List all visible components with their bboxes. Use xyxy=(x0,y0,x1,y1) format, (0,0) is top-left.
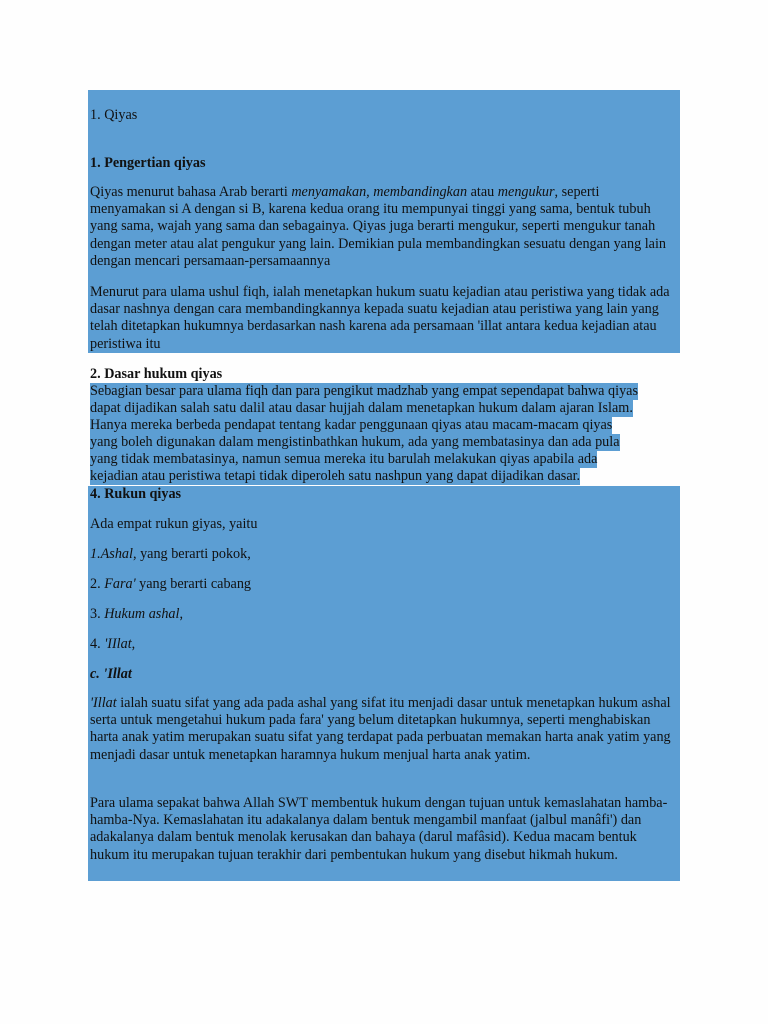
doc-title: 1. Qiyas xyxy=(90,107,138,123)
rukun-intro: Ada empat rukun giyas, yaitu xyxy=(90,516,258,532)
heading-rukun-qiyas: 4. Rukun qiyas xyxy=(90,486,182,502)
paragraph-line: yang boleh digunakan dalam mengistinbathkan hukum, ada yang membatasinya dan ada pula xyxy=(90,434,620,450)
paragraph-line: yang tidak membatasinya, namun semua mereka itu barulah melakukan qiyas apabila ada xyxy=(90,451,598,467)
paragraph-illat: 'Illat ialah suatu sifat yang ada pada ashal yang sifat itu menjadi dasar untuk menetapkan hukum ashal serta untuk mengetahui hukum pada fara' yang belum ditetapkan hukumnya, seperti menghabiskan harta anak yatim merupakan suatu sifat yang terdapat pada perbuatan memakan harta anak yatim yang menjadi dasar untuk menetapkan haramnya hukum menjual harta anak yatim. xyxy=(90,695,671,763)
paragraph-line: Hanya mereka berbeda pendapat tentang kadar penggunaan qiyas atau macam-macam qiyas xyxy=(90,417,613,433)
heading-illat: c. 'Illat xyxy=(90,666,132,682)
paragraph-kemaslahatan: Para ulama sepakat bahwa Allah SWT membentuk hukum dengan tujuan untuk kemaslahatan hamba-hamba-Nya. Kemaslahatan itu adakalanya dalam bentuk mengambil manfaat (jalbul manâfi') dan adakalanya dalam bentuk menolak kerusakan dan bahaya (darul mafâsid). Kedua macam bentuk hukum itu merupakan tujuan terakhir dari pembentukan hukum yang disebut hikmah hukum. xyxy=(90,795,668,863)
rukun-item-4: 4. 'IIlat, xyxy=(90,636,136,652)
rukun-item-3: 3. Hukum ashal, xyxy=(90,606,184,622)
paragraph-line: dapat dijadikan salah satu dalil atau dasar hujjah dalam menetapkan hukum dalam ajaran Islam. xyxy=(90,400,633,416)
paragraph-line: Sebagian besar para ulama fiqh dan para pengikut madzhab yang empat sependapat bahwa qiyas xyxy=(90,383,638,399)
heading-dasar-hukum: 2. Dasar hukum qiyas xyxy=(90,366,223,382)
paragraph-definition-ulama: Menurut para ulama ushul fiqh, ialah menetapkan hukum suatu kejadian atau peristiwa yang tidak ada dasar nashnya dengan cara membandingkannya kepada suatu kejadian atau peristiwa yang lain yang telah ditetapkan hukumnya berdasarkan nash karena ada persamaan 'illat antara kedua kejadian atau peristiwa itu xyxy=(90,284,670,352)
paragraph-definition-language: Qiyas menurut bahasa Arab berarti menyamakan, membandingkan atau mengukur, seperti menyamakan si A dengan si B, karena kedua orang itu mempunyai tinggi yang sama, bentuk tubuh yang sama, wajah yang sama dan sebagainya. Qiyas juga berarti mengukur, seperti mengukur tanah dengan meter atau alat pengukur yang lain. Demikian pula membandingkan sesuatu dengan yang lain dengan mencari persamaan-persamaannya xyxy=(90,184,666,269)
heading-pengertian: 1. Pengertian qiyas xyxy=(90,155,206,171)
rukun-item-1: 1.Ashal, yang berarti pokok, xyxy=(90,546,251,562)
rukun-item-2: 2. Fara' yang berarti cabang xyxy=(90,576,252,592)
paragraph-line: kejadian atau peristiwa tetapi tidak diperoleh satu nashpun yang dapat dijadikan dasar. xyxy=(90,468,581,484)
